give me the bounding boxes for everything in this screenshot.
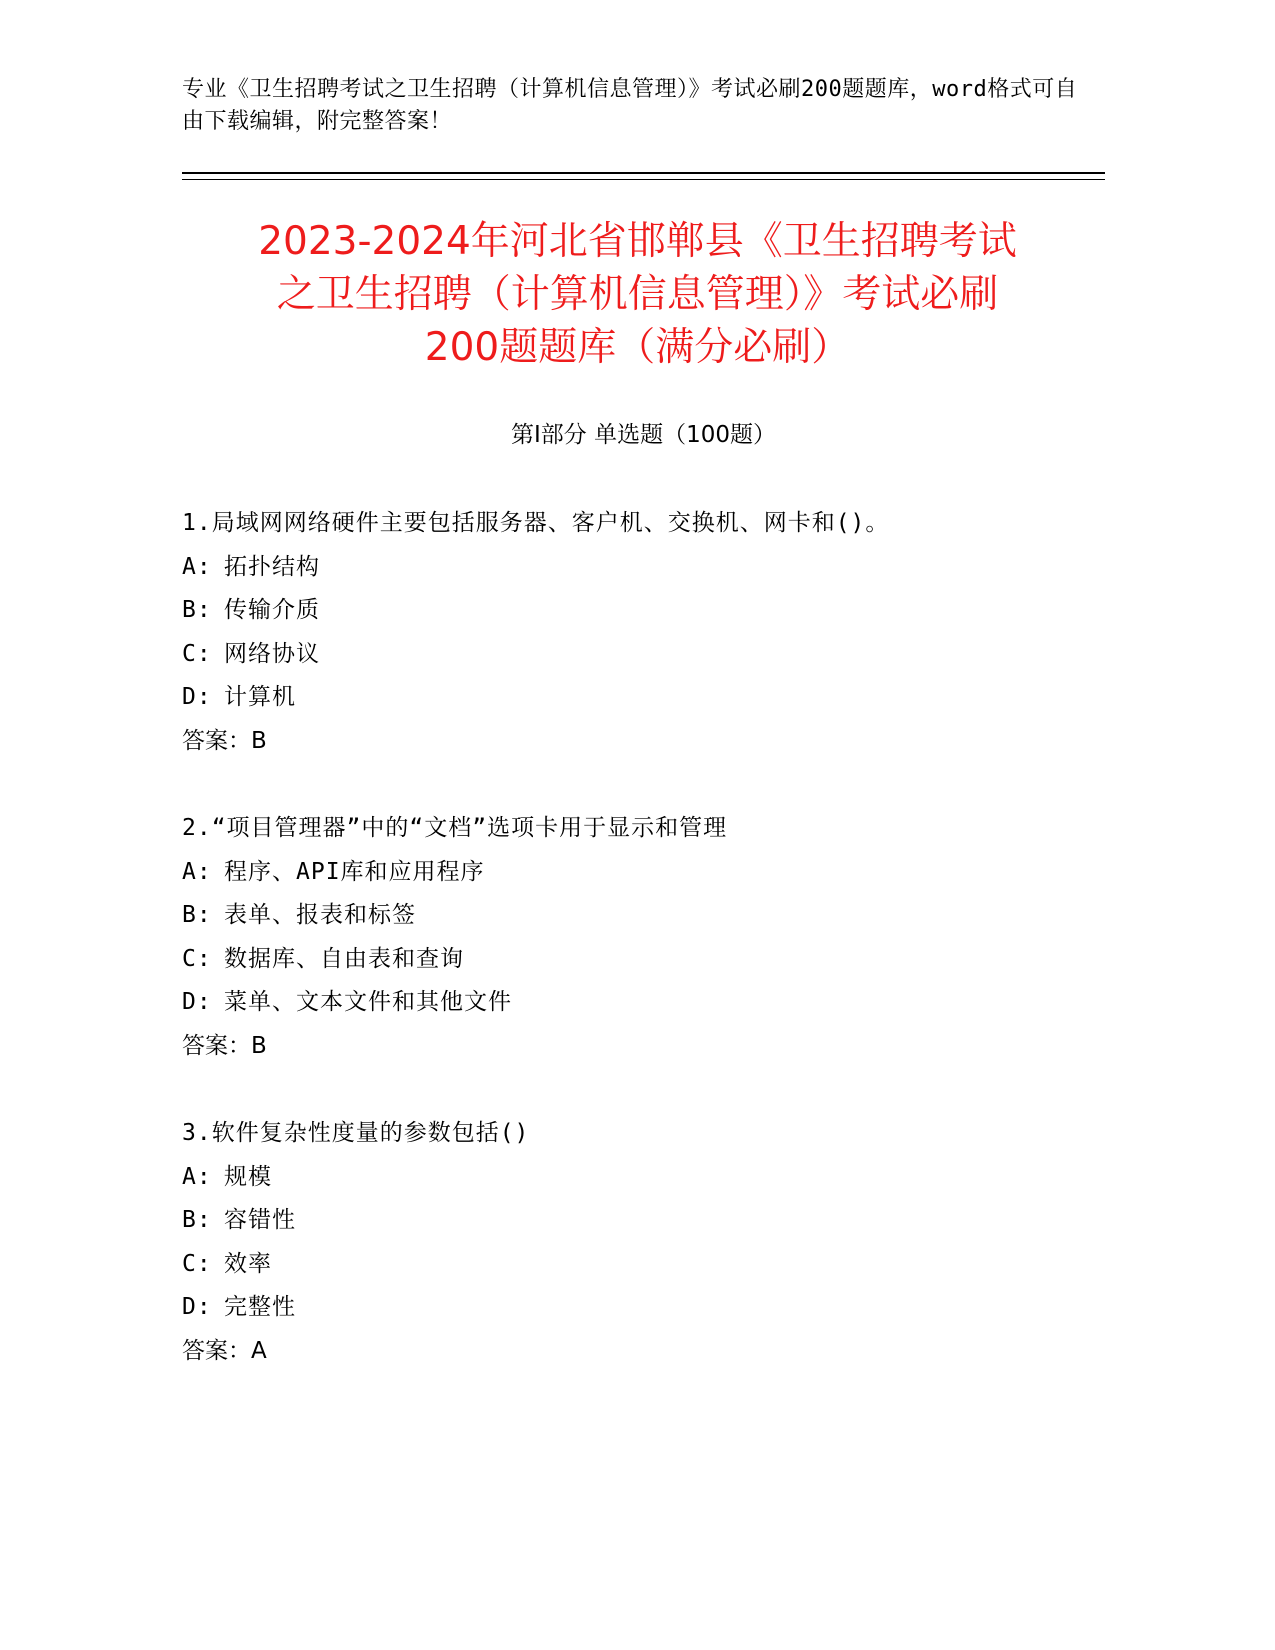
option-letter: C: — [182, 1250, 212, 1277]
option-text: 容错性 — [224, 1207, 296, 1233]
option-letter: B: — [182, 1207, 212, 1233]
option-letter: B: — [182, 902, 212, 928]
header-divider-thick — [182, 172, 1105, 174]
title-line-1: 2023-2024年河北省邯郸县《卫生招聘考试 — [258, 219, 1017, 264]
option-c — [182, 1243, 1082, 1287]
title-line-3: 200题题库（满分必刷） — [424, 325, 851, 370]
option-d — [182, 1286, 1082, 1330]
option-a — [182, 546, 1082, 590]
option-letter: C: — [182, 945, 212, 972]
option-d — [182, 981, 1082, 1025]
option-a — [182, 851, 1082, 895]
option-text: 计算机 — [224, 684, 296, 710]
option-text: 数据库、自由表和查询 — [224, 945, 464, 972]
option-text: 传输介质 — [224, 597, 320, 623]
section-title: 第Ⅰ部分 单选题（100题） — [511, 422, 776, 448]
question-1 — [182, 502, 1082, 763]
option-d — [182, 676, 1082, 720]
answer-line: 答案：B — [182, 1032, 267, 1059]
question-stem: 2.“项目管理器”中的“文档”选项卡用于显示和管理 — [182, 815, 728, 841]
option-letter: A: — [182, 858, 212, 885]
option-text: 拓扑结构 — [224, 553, 320, 580]
option-a — [182, 1156, 1082, 1200]
question-2 — [182, 807, 1082, 1068]
option-c — [182, 938, 1082, 982]
option-b — [182, 589, 1082, 633]
option-letter: D: — [182, 1294, 212, 1320]
document-title — [170, 215, 1105, 374]
option-letter: D: — [182, 684, 212, 710]
title-line-2: 之卫生招聘（计算机信息管理）》考试必刷 — [276, 272, 999, 317]
option-b — [182, 1199, 1082, 1243]
option-text: 表单、报表和标签 — [224, 902, 416, 928]
question-stem: 3.软件复杂性度量的参数包括() — [182, 1120, 530, 1146]
answer-line: 答案：A — [182, 1337, 267, 1364]
option-text: 完整性 — [224, 1294, 296, 1320]
option-b — [182, 894, 1082, 938]
option-letter: A: — [182, 553, 212, 580]
option-letter: B: — [182, 597, 212, 623]
option-letter: D: — [182, 989, 212, 1015]
option-letter: C: — [182, 640, 212, 667]
option-text: 程序、API库和应用程序 — [224, 858, 485, 885]
option-text: 网络协议 — [224, 640, 320, 667]
option-text: 菜单、文本文件和其他文件 — [224, 989, 512, 1015]
header-note: 专业《卫生招聘考试之卫生招聘（计算机信息管理）》考试必刷200题题库，word格式可自由下载编辑，附完整答案！ — [182, 77, 1078, 134]
option-text: 效率 — [224, 1250, 272, 1277]
option-letter: A: — [182, 1163, 212, 1190]
question-3 — [182, 1112, 1082, 1373]
question-stem: 1.局域网网络硬件主要包括服务器、客户机、交换机、网卡和()。 — [182, 510, 890, 536]
header-divider-thin — [182, 179, 1105, 180]
option-text: 规模 — [224, 1163, 272, 1190]
option-c — [182, 633, 1082, 677]
answer-line: 答案：B — [182, 727, 267, 754]
